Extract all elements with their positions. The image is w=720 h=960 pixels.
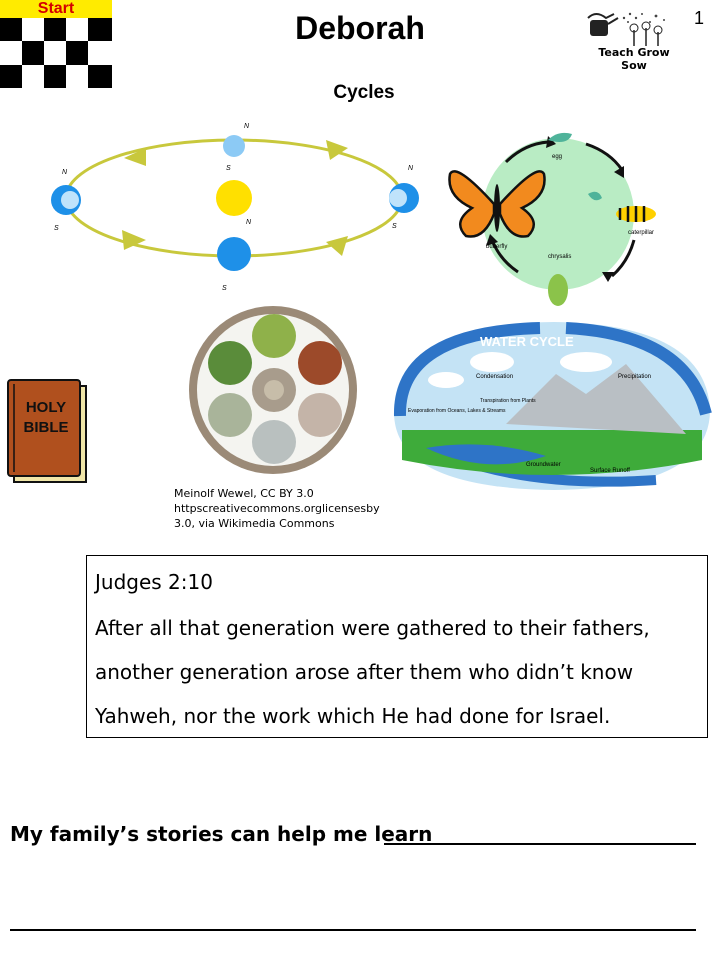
water-cycle-diagram	[386, 320, 712, 492]
credit-line: Meinolf Wewel, CC BY 3.0	[174, 487, 314, 500]
svg-text:N: N	[62, 169, 68, 176]
tree-seasons-photo	[182, 300, 364, 480]
verse-line: After all that generation were gathered to their fathers,	[95, 616, 650, 640]
page-title: Deborah	[295, 10, 425, 46]
svg-text:Groundwater: Groundwater	[526, 462, 561, 468]
svg-text:Precipitation: Precipitation	[618, 374, 652, 380]
svg-text:Evaporation from Oceans, Lakes: Evaporation from Oceans, Lakes & Streams	[408, 408, 506, 414]
svg-text:chrysalis: chrysalis	[548, 254, 572, 260]
credit-line: httpscreativecommons.orglicensesby	[174, 502, 380, 515]
logo-text: Teach Grow Sow	[598, 46, 670, 72]
svg-text:S: S	[222, 285, 227, 292]
svg-text:N: N	[408, 165, 414, 172]
svg-text:HOLY: HOLY	[25, 399, 67, 416]
caterpillar-icon	[616, 206, 656, 222]
svg-text:S: S	[226, 165, 231, 172]
svg-text:S: S	[392, 223, 397, 230]
verse-reference: Judges 2:10	[95, 570, 213, 594]
verse-box	[86, 555, 708, 738]
page-number: 1	[693, 8, 704, 28]
answer-line	[384, 843, 696, 845]
svg-text:N: N	[244, 123, 250, 130]
section-subtitle: Cycles	[333, 82, 395, 103]
svg-text:egg: egg	[552, 154, 563, 160]
verse-line: another generation arose after them who didn’t know	[95, 660, 634, 684]
svg-text:N: N	[246, 219, 252, 226]
credit-line: 3.0, via Wikimedia Commons	[174, 517, 335, 530]
bible-icon	[4, 374, 90, 486]
svg-text:WATER CYCLE: WATER CYCLE	[480, 334, 574, 349]
butterfly-life-cycle-diagram	[448, 122, 660, 314]
svg-text:Surface Runoff: Surface Runoff	[590, 468, 630, 474]
verse-line: Yahweh, nor the work which He had done for Israel.	[95, 704, 611, 728]
earth-orbit-diagram	[48, 118, 428, 298]
answer-line	[10, 929, 696, 931]
image-credit	[174, 486, 384, 531]
writing-prompt: My family’s stories can help me learn	[10, 822, 433, 846]
svg-text:Transpiration from Plants: Transpiration from Plants	[480, 398, 536, 404]
svg-text:Condensation: Condensation	[476, 374, 514, 380]
chrysalis-icon	[548, 274, 568, 306]
svg-text:BIBLE: BIBLE	[23, 419, 69, 436]
svg-text:caterpillar: caterpillar	[628, 230, 655, 236]
svg-text:butterfly: butterfly	[486, 244, 508, 250]
svg-text:S: S	[54, 225, 59, 232]
start-label: Start	[0, 0, 112, 18]
